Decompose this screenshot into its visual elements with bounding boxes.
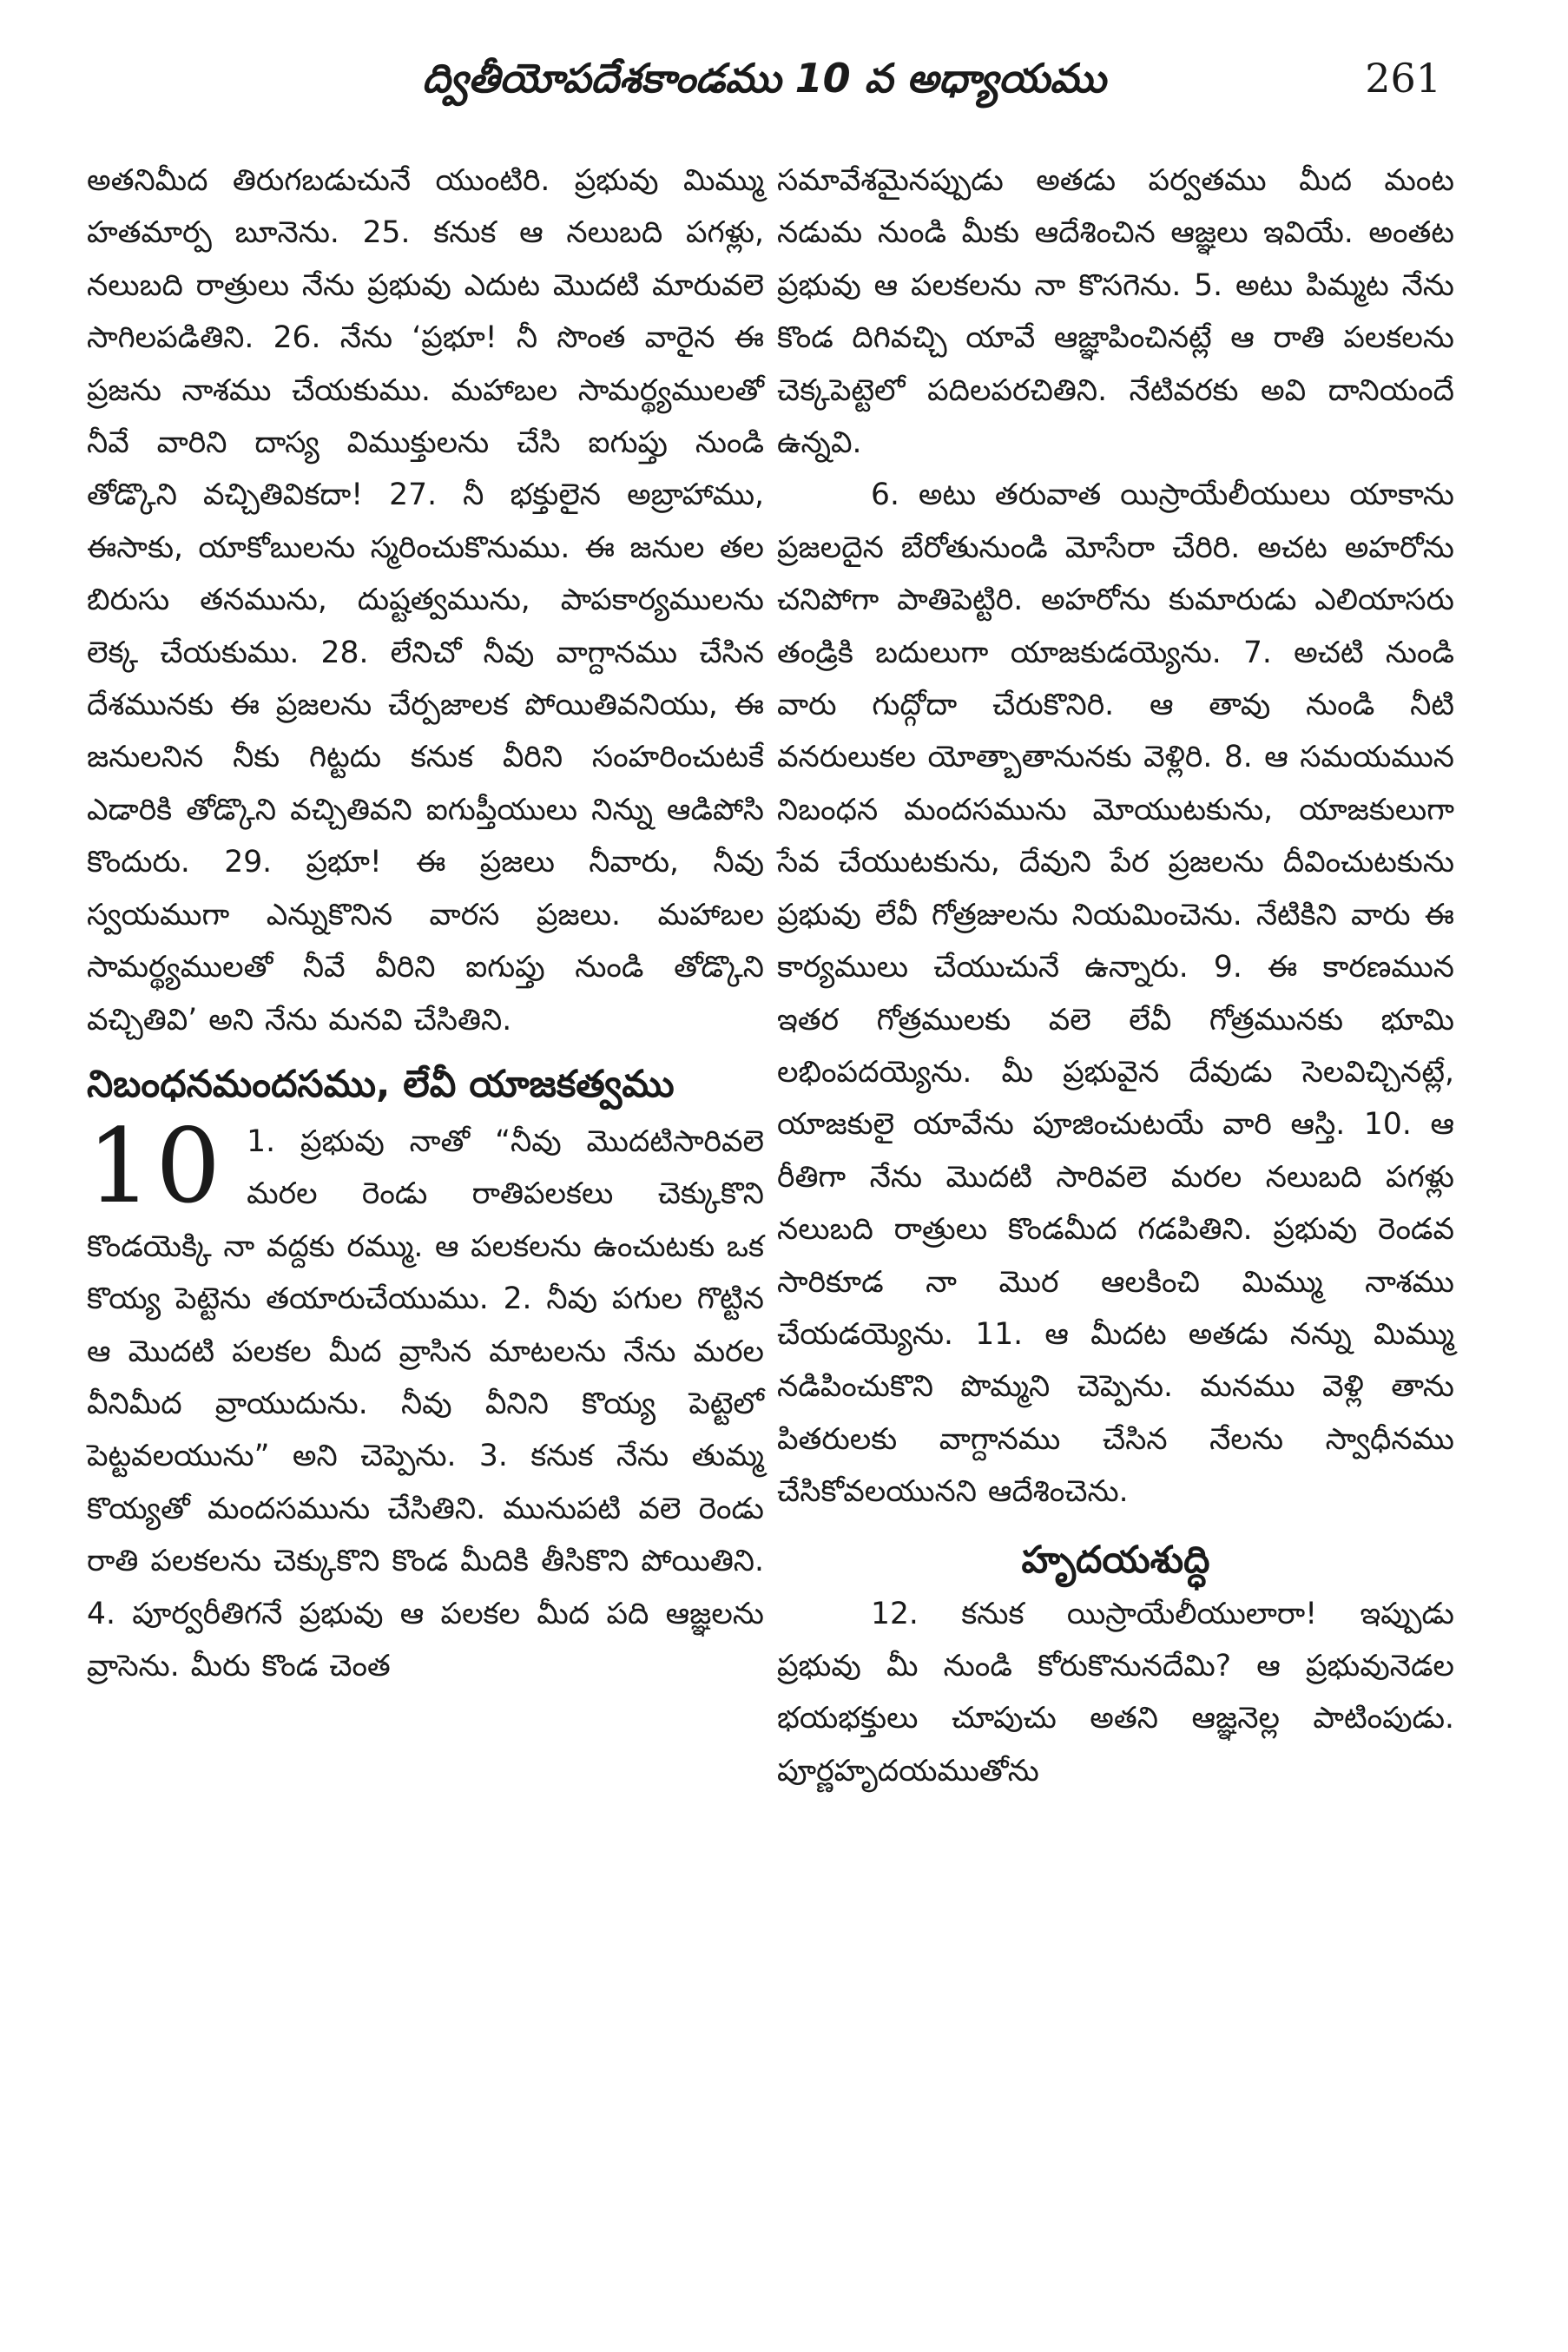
section-heading: నిబంధనమందసము, లేవీ యాజకత్వము [87,1062,675,1106]
body-paragraph: అతనిమీద తిరుగబడుచునే యుంటిరి. ప్రభువు మిమ్ము హతమార్ప బూనెను. 25. కనుక ఆ నలుబది పగళ్లు, నలుబది రాత్రులు నేను ప్రభువు ఎదుట మొదటి మారువలె సాగిలపడితిని. 26. నేను ‘ప్రభూ! నీ సొంత వారైన ఈ ప్రజను నాశము చేయకుము. మహాబల సామర్థ్యములతో నీవే వారిని దాస్య విముక్తులను చేసి ఐగుప్తు నుండి తోడ్కొని వచ్చితివికదా! 27. నీ భక్తులైన అబ్రాహాము, ఈసాకు, యాకోబులను స్మరించుకొనుము. ఈ జనుల తల బిరుసు తనమును, దుష్టత్వమును, పాపకార్యములను లెక్క చేయకుము. 28. లేనిచో నీవు వాగ్దానము చేసిన దేశమునకు ఈ ప్రజలను చేర్పజాలక పోయితివనియు, ఈ జనులనిన నీకు గిట్టదు కనుక వీరిని సంహరించుటకే ఎడారికి తోడ్కొని వచ్చితివని ఐగుప్తీయులు నిన్ను ఆడిపోసి కొందురు. 29. ప్రభూ! ఈ ప్రజలు నీవారు, నీవు స్వయముగా ఎన్నుకొనిన వారస ప్రజలు. మహాబల సామర్థ్యములతో నీవే వీరిని ఐగుప్తు నుండి తోడ్కొని వచ్చితివి’ అని నేను మనవి చేసితిని. [87,163,764,1038]
left-column [87,155,764,1692]
page-header [87,45,1441,111]
body-paragraph: 6. అటు తరువాత యిస్రాయేలీయులు యాకాను ప్రజలదైన బేరోతునుండి మోసేరా చేరిరి. అచట అహరోను చనిపోగా పాతిపెట్టిరి. అహరోను కుమారుడు ఎలియాసరు తండ్రికి బదులుగా యాజకుడయ్యెను. 7. అచటి నుండి వారు గుద్గోదా చేరుకొనిరి. ఆ తావు నుండి నీటి వనరులుకల యోత్బాతానునకు వెళ్లిరి. 8. ఆ సమయమున నిబంధన మందసమును మోయుటకును, యాజకులుగా సేవ చేయుటకును, దేవుని పేర ప్రజలను దీవించుటకును ప్రభువు లేవీ గోత్రజులను నియమించెను. నేటికిని వారు ఈ కార్యములు చేయుచునే ఉన్నారు. 9. ఈ కారణమున ఇతర గోత్రములకు వలె లేవీ గోత్రమునకు భూమి లభింపదయ్యెను. మీ ప్రభువైన దేవుడు సెలవిచ్చినట్లే, యాజకులై యావేను పూజించుటయే వారి ఆస్తి. 10. ఆ రీతిగా నేను మొదటి సారివలె మరల నలుబది పగళ్లు నలుబది రాత్రులు కొండమీద గడపితిని. ప్రభువు రెండవ సారికూడ నా మొర ఆలకించి మిమ్ము నాశము చేయడయ్యెను. 11. ఆ మీదట అతడు నన్ను మిమ్ము నడిపించుకొని పొమ్మని చెప్పెను. మనము వెళ్లి తాను పితరులకు వాగ్దానము చేసిన నేలను స్వాధీనము చేసికోవలయునని ఆదేశించెను. [777,478,1454,1510]
running-title: ద్వితీయోపదేశకాండము 10 వ అధ్యాయము [422,55,1106,102]
chapter-number: 10 [87,1105,225,1226]
body-paragraph: సమావేశమైనప్పుడు అతడు పర్వతము మీద మంట నడుమ నుండి మీకు ఆదేశించిన ఆజ్ఞలు ఇవియే. అంతట ప్రభువు ఆ పలకలను నా కొసగెను. 5. అటు పిమ్మట నేను కొండ దిగివచ్చి యావే ఆజ్ఞాపించినట్లే ఆ రాతి పలకలను చెక్కపెట్టెలో పదిలపరచితిని. నేటివరకు అవి దానియందే ఉన్నవి. [777,163,1454,461]
page-number: 261 [1365,55,1441,102]
chapter-paragraph-text: 1. ప్రభువు నాతో “నీవు మొదటిసారివలె మరల రెండు రాతిపలకలు చెక్కుకొని కొండయెక్కి నా వద్దకు రమ్ము. ఆ పలకలను ఉంచుటకు ఒక కొయ్య పెట్టెను తయారుచేయుము. 2. నీవు పగుల గొట్టిన ఆ మొదటి పలకల మీద వ్రాసిన మాటలను నేను మరల వీనిమీద వ్రాయుదును. నీవు వీనిని కొయ్య పెట్టెలో పెట్టవలయును” అని చెప్పెను. 3. కనుక నేను తుమ్మ కొయ్యతో మందసమును చేసితిని. మునుపటి వలె రెండు రాతి పలకలను చెక్కుకొని కొండ మీదికి తీసికొని పోయితిని. 4. పూర్వరీతిగనే ప్రభువు ఆ పలకల మీద పది ఆజ్ఞలను వ్రాసెను. మీరు కొండ చెంత [87,1123,764,1683]
section-heading: హృదయశుద్ధి [1021,1538,1210,1582]
chapter-paragraph [87,1105,764,1692]
body-paragraph: 12. కనుక యిస్రాయేలీయులారా! ఇప్పుడు ప్రభువు మీ నుండి కోరుకొనునదేమి? ఆ ప్రభువునెడల భయభక్తులు చూపుచు అతని ఆజ్ఞనెల్ల పాటింపుడు. పూర్ణహృదయముతోను [777,1596,1454,1789]
right-column [777,155,1454,1797]
